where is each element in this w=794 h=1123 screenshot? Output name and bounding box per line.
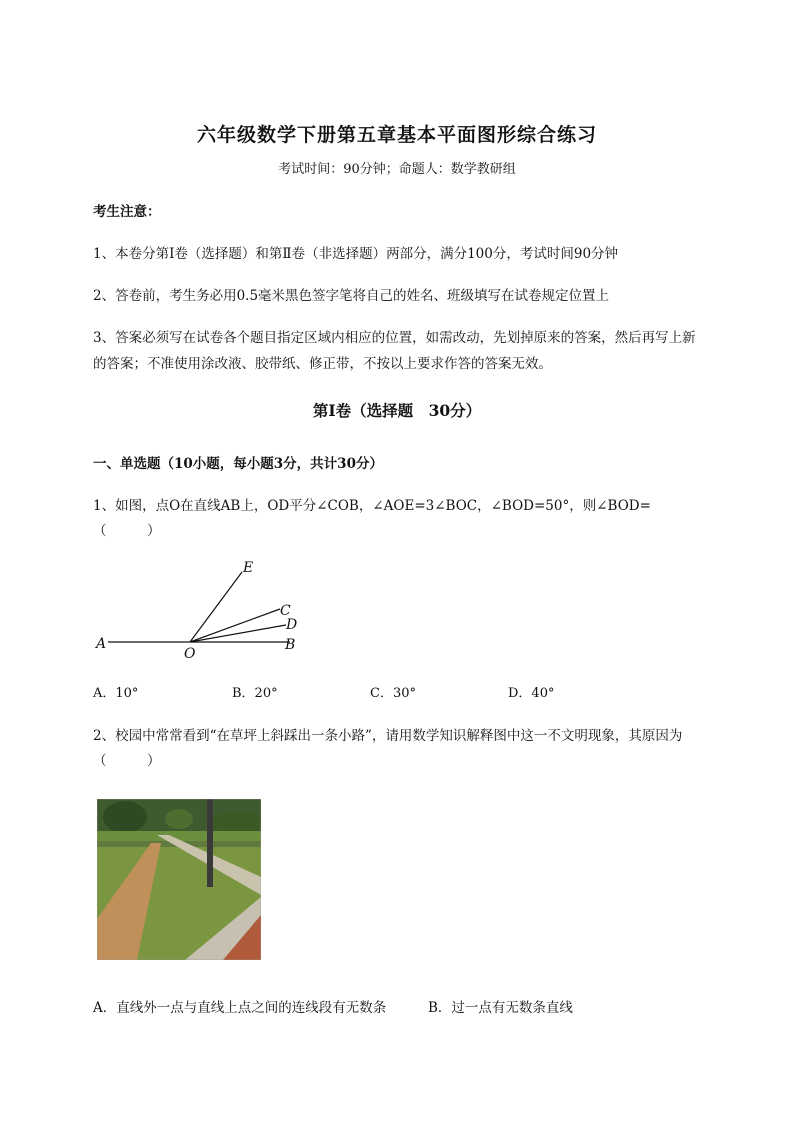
label-a: A — [96, 636, 107, 652]
notice-item-3: 3、答案必须写在试卷各个题目指定区域内相应的位置，如需改动，先划掉原来的答案，然后再写上新 — [93, 330, 696, 346]
question-2-text: 2、校园中常常看到“在草坪上斜踩出一条小路”，请用数学知识解释图中这一不文明现象，其原因为 — [93, 728, 683, 744]
ray-od — [190, 625, 286, 642]
ray-oe — [190, 572, 242, 642]
lawn-path-photo — [97, 799, 261, 960]
question-2-blank: （ ） — [93, 753, 161, 769]
notice-heading: 考生注意： — [93, 204, 161, 220]
question-1-option-b[interactable]: B．20° — [232, 686, 278, 701]
question-1-option-a[interactable]: A．10° — [93, 686, 139, 701]
label-d: D — [286, 617, 298, 633]
notice-item-3-cont: 的答案；不准使用涂改液、胶带纸、修正带，不按以上要求作答的答案无效。 — [93, 356, 552, 372]
question-1-blank: （ ） — [93, 523, 161, 539]
question-1-option-c[interactable]: C．30° — [370, 686, 416, 701]
label-b: B — [285, 637, 296, 653]
part-heading: 一、单选题（10小题，每小题3分，共计30分） — [93, 456, 383, 472]
label-o: O — [184, 646, 196, 662]
angle-figure — [90, 555, 310, 665]
section-title: 第Ⅰ卷（选择题 30分） — [312, 401, 482, 420]
question-1-option-d[interactable]: D．40° — [508, 686, 555, 701]
notice-item-2: 2、答卷前，考生务必用0.5毫米黑色签字笔将自己的姓名、班级填写在试卷规定位置上 — [93, 288, 610, 304]
page-title: 六年级数学下册第五章基本平面图形综合练习 — [196, 124, 597, 146]
exam-info: 考试时间：90分钟；命题人：数学教研组 — [278, 162, 516, 177]
notice-item-1: 1、本卷分第Ⅰ卷（选择题）和第Ⅱ卷（非选择题）两部分，满分100分，考试时间90分钟 — [93, 246, 619, 262]
ray-oc — [190, 609, 280, 642]
question-2-option-b[interactable]: B．过一点有无数条直线 — [428, 1000, 573, 1016]
question-1-text: 1、如图，点O在直线AB上，OD平分∠COB，∠AOE=3∠BOC，∠BOD=50°，则∠BOD= — [93, 498, 651, 514]
label-c: C — [280, 603, 291, 619]
label-e: E — [243, 560, 254, 576]
question-2-option-a[interactable]: A．直线外一点与直线上点之间的连线段有无数条 — [93, 1000, 387, 1016]
